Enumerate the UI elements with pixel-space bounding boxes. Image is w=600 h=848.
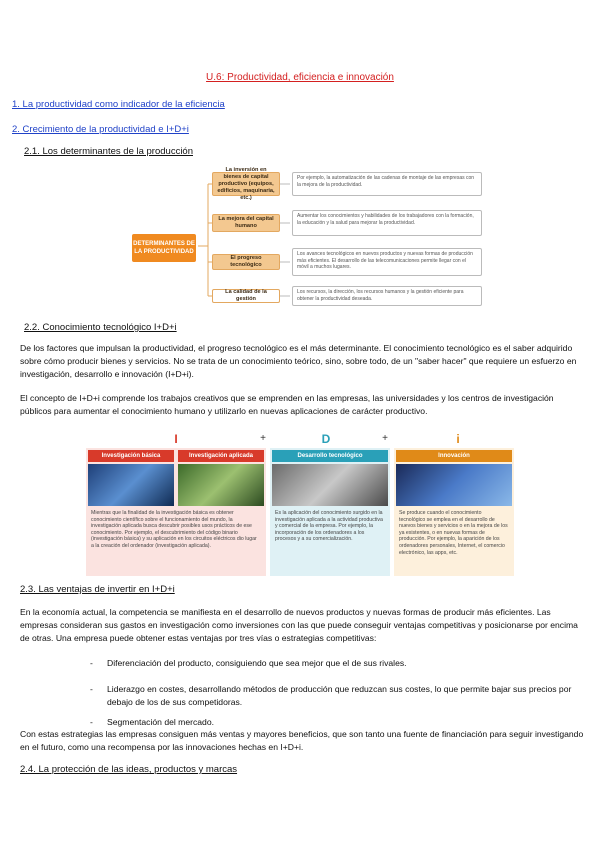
idi-figure <box>86 432 514 577</box>
factory-image <box>272 464 388 506</box>
bullet-segmentacion: Segmentación del mercado. <box>107 717 215 727</box>
bullet-dash-3: - <box>90 717 93 727</box>
circuit-board-image <box>178 464 264 506</box>
concept-desc-progreso: Los avances tecnológicos en nuevos productos y nuevas formas de producción más eficientes. El desarrollo de las telecomunicaciones permite llegar con el móvil a muchos lugares. <box>292 248 482 276</box>
letter-D: D <box>321 432 331 446</box>
concept-desc-gestion: Los recursos, la dirección, los recursos humanos y la gestión eficiente para obtener la productividad deseada. <box>292 286 482 306</box>
binary-code-image <box>88 464 174 506</box>
plus-sign-1: + <box>260 433 266 444</box>
panel-investigacion <box>86 448 266 576</box>
panel-head-innovacion: Innovación <box>396 450 512 462</box>
panel-head-investigacion-basica: Investigación básica <box>88 450 174 462</box>
paragraph-progreso-tecnologico: De los factores que impulsan la productividad, el progreso tecnológico es el más determinante. El conocimiento tecnológico es el saber adquirido sobre cómo producir bienes y servicios. No se trata de un conocimiento teórico, sino, sobre todo, de un "saber hacer" que requiere un esfuerzo en investigación, desarrollo e innovación (I+D+i). <box>20 343 577 379</box>
subsection-2-3-heading: 2.3. Las ventajas de invertir en I+D+i <box>20 584 175 595</box>
panel-text-investigacion: Mientras que la finalidad de la investigación básica es obtener conocimiento científico sobre el funcionamiento del mundo, la investigación aplicada busca descubrir posibles usos prácticos de ese conocimiento. Por ejemplo, el descubrimiento del código binario (investigación básica) y su aplicación en los circuitos eléctricos dio lugar a la creación del ordenador (investigación aplicada). <box>91 510 257 549</box>
concept-map-center: DETERMINANTES DE LA PRODUCTIVIDAD <box>132 234 196 262</box>
letter-i: i <box>456 432 460 446</box>
subsection-2-4-heading: 2.4. La protección de las ideas, productos y marcas <box>20 764 238 775</box>
concept-node-capital: La inversión en bienes de capital productivo (equipos, edificios, maquinaria, etc.) <box>212 172 280 196</box>
panel-head-investigacion-aplicada: Investigación aplicada <box>178 450 264 462</box>
concept-desc-capital: Por ejemplo, la automatización de las cadenas de montaje de las empresas con la mejora de la productividad. <box>292 172 482 196</box>
panel-text-innovacion: Se produce cuando el conocimiento tecnológico se emplea en el desarrollo de nuevos bienes y servicios o en la mejora de los ya existentes, o en nuevas formas de producción. Por ejemplo, la aparición de los ordenadores personales, Internet, el comercio electrónico, las apps, etc. <box>399 510 508 556</box>
concept-node-progreso: El progreso tecnológico <box>212 254 280 270</box>
page-title: U.6: Productividad, eficiencia e innovación <box>206 72 394 83</box>
plus-sign-2: + <box>382 433 388 444</box>
bullet-liderazgo-costes: Liderazgo en costes, desarrollando métodos de producción que reduzcan sus costes, lo que permite bajar sus precios por debajo de los de sus competidoras. <box>107 684 572 707</box>
subsection-2-2-heading: 2.2. Conocimiento tecnológico I+D+i <box>24 322 177 333</box>
panel-text-desarrollo: Es la aplicación del conocimiento surgido en la investigación aplicada a la actividad productiva y comercial de la empresa. Por ejemplo, la incorporación de los ordenadores a los procesos y a su comercialización. <box>275 510 383 543</box>
bullet-dash-1: - <box>90 658 93 668</box>
letter-I: I <box>174 432 178 446</box>
paragraph-estrategias: Con estas estrategias las empresas consiguen más ventas y mayores beneficios, que son tanto una fuente de financiación para seguir investigando en el futuro, como una recompensa por las innovaciones hechas en I+D+i. <box>20 729 584 752</box>
panel-desarrollo <box>270 448 390 576</box>
bullet-diferenciacion: Diferenciación del producto, consiguiendo que sea mejor que el de sus rivales. <box>107 658 407 668</box>
bullet-dash-2: - <box>90 684 93 694</box>
section-2-link[interactable]: 2. Crecimiento de la productividad e I+D+i <box>12 124 189 135</box>
concept-map <box>130 168 485 308</box>
panel-head-desarrollo: Desarrollo tecnológico <box>272 450 388 462</box>
concept-desc-capital-humano: Aumentar los conocimientos y habilidades de los trabajadores con la formación, la educación y la salud para mejorar la productividad. <box>292 210 482 236</box>
panel-innovacion <box>394 448 514 576</box>
concept-node-capital-humano: La mejora del capital humano <box>212 214 280 232</box>
section-1-link[interactable]: 1. La productividad como indicador de la eficiencia <box>12 99 225 110</box>
paragraph-competencia: En la economía actual, la competencia se manifiesta en el desarrollo de nuevos productos y nuevas formas de producir más eficientes. Las empresas consideran sus gastos en investigación como inversiones con las que puede conseguir ventajas competitivas y posicionarse por encima de otras. Una empresa puede obtener estas ventajas por tres vías o estrategias competitivas: <box>20 607 578 643</box>
paragraph-concepto-idi: El concepto de I+D+i comprende los trabajos creativos que se emprenden en las empresas, las universidades y los centros de investigación públicos para aumentar el conocimiento humano y utilizarlo en nuevas aplicaciones de carácter productivo. <box>20 393 554 416</box>
subsection-2-1-heading: 2.1. Los determinantes de la producción <box>24 146 193 157</box>
concept-node-gestion: La calidad de la gestión <box>212 289 280 303</box>
city-technology-image <box>396 464 512 506</box>
